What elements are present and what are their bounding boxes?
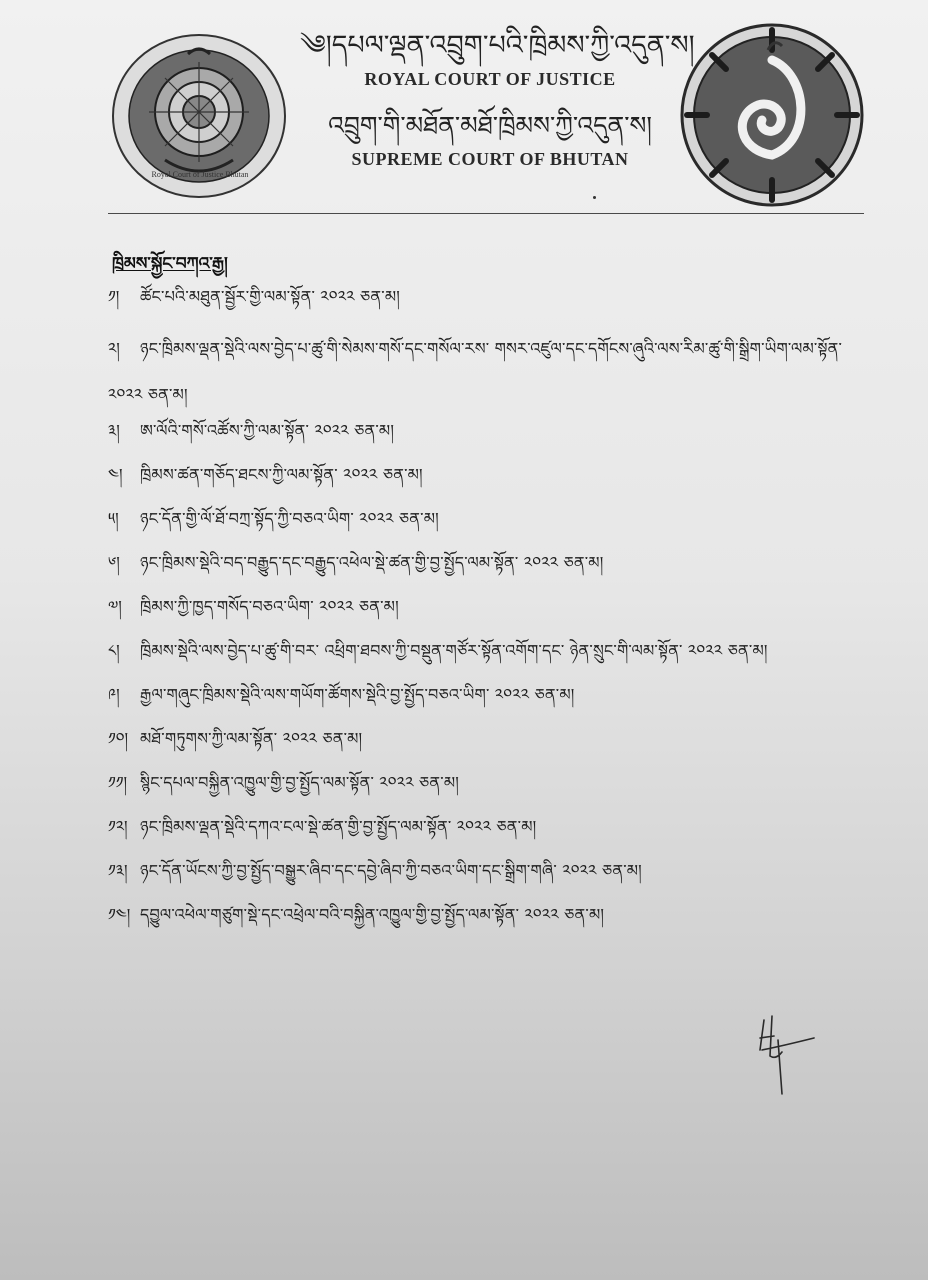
list-item: ༣། ཨ་ལོའི་གསོ་འཚོས་ཀྱི་ལམ་སྟོན་ ༢༠༢༢ ཅན་མ། — [108, 421, 395, 440]
list-item: ༡༡། སྙིང་དཔལ་བསྐྱིན་འཁྱུལ་གྱི་བྱ་སྤྱོད་ལམ་སྟོན་ ༢༠༢༢ ཅན་མ། — [108, 773, 460, 792]
list-item: ༡། ཚོང་པའི་མཐུན་སྦྱོར་གྱི་ལམ་སྟོན་ ༢༠༢༢ ཅན་མ། — [108, 287, 401, 306]
list-item: ༨། ཁྲིམས་སྡེའི་ལས་བྱེད་པ་ཚུ་གི་བར་ འཕྲིག་ཐབས་ཀྱི་བསྡུན་གཙོར་སྟོན་འགོག་དང་ ཉེན་སྲུང་གི་ལམ་སྟོན་ ༢༠༢༢ ཅན་མ། — [108, 641, 768, 660]
list-item: ༡༤། དབྱུལ་འཕེལ་གཙུག་སྡེ་དང་འཕྲེལ་བའི་བསྐྱིན་འཁྱུལ་གྱི་བྱ་སྤྱོད་ལམ་སྟོན་ ༢༠༢༢ ཅན་མ། — [108, 905, 605, 924]
english-court-subtitle: SUPREME COURT OF BHUTAN — [351, 149, 629, 169]
list-item: ༦། ཉང་ཁྲིམས་སྡེའི་བད་བརྒྱུད་དང་བརྒྱུད་འཕེལ་སྡེ་ཚན་གྱི་བྱ་སྤྱོད་ལམ་སྟོན་ ༢༠༢༢ ཅན་མ། — [108, 553, 604, 572]
list-item: ༡༣། ཉང་དོན་ཡོངས་ཀྱི་བྱ་སྤྱོད་བསྒྱུར་ཞིབ་དང་དབྱེ་ཞིབ་ཀྱི་བཅའ་ཡིག་དང་སྒྲིག་གཞི་ ༢༠༢༢ ཅན་མ། — [108, 861, 642, 880]
tibetan-court-subtitle: འབྲུག་གི་མཐོན་མཐོ་ཁྲིམས་ཀྱི་འདུན་ས། — [328, 111, 652, 140]
list-item: ༢། ཉང་ཁྲིམས་ལྡན་སྡེའི་ལས་བྱེད་པ་ཚུ་གི་སེམས་གསོ་དང་གསོལ་རས་ གསར་འཛུལ་དང་དགོངས་ཞུའི་ལས་རིམ་ཚུ་གི་སྒྲིག་ཡིག་ལམ་སྟོན་ ༢༠༢༢ ཅན་མ། — [108, 339, 843, 404]
list-item: ༡༠། མཐོ་གཏུགས་ཀྱི་ལམ་སྟོན་ ༢༠༢༢ ཅན་མ། — [108, 729, 363, 748]
regulation-list — [108, 282, 868, 944]
english-court-title: ROYAL COURT OF JUSTICE — [364, 69, 616, 89]
header-dot — [593, 196, 596, 199]
handwritten-signature — [752, 1010, 822, 1100]
header-divider — [108, 213, 864, 214]
list-item: ༥། ཉང་དོན་གྱི་ལོ་ཐོ་བཀྲ་སྟོད་ཀྱི་བཅའ་ཡིག་ ༢༠༢༢ ཅན་མ། — [108, 509, 439, 528]
list-item: ༧། ཁྲིམས་ཀྱི་ཁྱད་གསོད་བཅའ་ཡིག་ ༢༠༢༢ ཅན་མ། — [108, 597, 399, 616]
tibetan-court-title: ༄།དཔལ་ལྡན་འབྲུག་པའི་ཁྲིམས་ཀྱི་འདུན་ས། — [300, 30, 695, 61]
letterhead — [300, 26, 695, 172]
list-item: ༩། རྒྱལ་གཞུང་ཁྲིམས་སྡེའི་ལས་གཡོག་ཚོགས་སྡེའི་བྱ་སྤྱོད་བཅའ་ཡིག་ ༢༠༢༢ ཅན་མ། — [108, 685, 575, 704]
list-item: ༤། ཁྲིམས་ཚན་གཅོད་ཐངས་ཀྱི་ལམ་སྟོན་ ༢༠༢༢ ཅན་མ། — [108, 465, 423, 484]
supreme-court-emblem-icon — [678, 20, 866, 210]
list-title: ཁྲིམས་སྐྱོང་བཀའ་རྒྱ། — [112, 254, 228, 274]
list-item: ༡༢། ཉང་ཁྲིམས་ལྡན་སྡེའི་དཀའ་ངལ་སྡེ་ཚན་གྱི་བྱ་སྤྱོད་ལམ་སྟོན་ ༢༠༢༢ ཅན་མ། — [108, 817, 537, 836]
left-seal-ring-text: Royal Court of Justice Bhutan — [151, 170, 249, 179]
